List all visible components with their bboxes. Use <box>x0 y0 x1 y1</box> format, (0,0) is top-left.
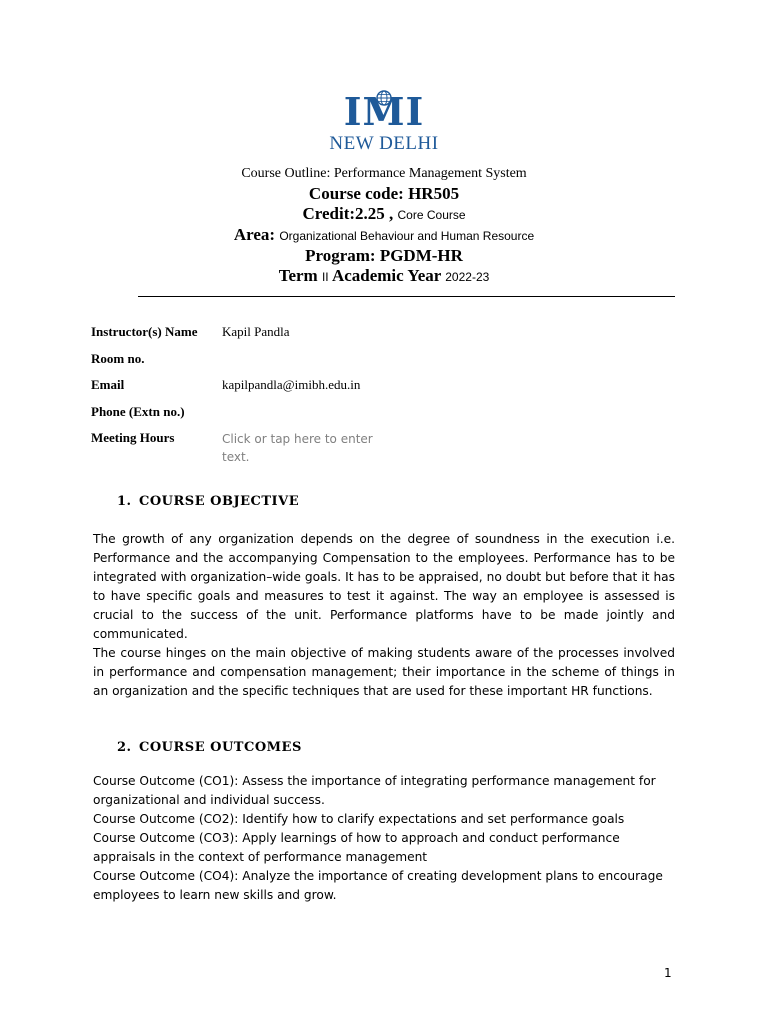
section-number: 1. <box>117 494 132 509</box>
institution-logo <box>0 89 768 154</box>
meeting-hours-field[interactable]: Click or tap here to enter text. <box>222 432 373 464</box>
credit-label: Credit: <box>302 204 356 223</box>
info-label: Phone (Extn no.) <box>91 404 185 419</box>
program-value: PGDM-HR <box>379 246 463 265</box>
term-line <box>0 266 768 287</box>
logo-text: IMI <box>343 89 425 134</box>
section-number: 2. <box>117 740 132 755</box>
area-value: Organizational Behaviour and Human Resource <box>279 229 535 243</box>
area-label: Area: <box>233 225 280 244</box>
outcome-item: Course Outcome (CO3): Apply learnings of how to approach and conduct performance appraisals in the context of performance management <box>93 831 620 864</box>
info-label: Meeting Hours <box>91 430 175 445</box>
logo-subtitle: NEW DELHI <box>329 133 439 154</box>
paragraph: The growth of any organization depends on the degree of soundness in the execution i.e. Performance and the accompanying Compensation to the employees. Performance has to be integrated with organization–wide goals. It has to be appraised, no doubt but before that it has to have specific goals and measures to test it against. The way an employee is assessed is crucial to the success of the unit. Performance platforms have to be made jointly and communicated. <box>93 532 675 641</box>
outcomes-body <box>93 772 675 905</box>
header-divider <box>138 296 675 297</box>
page-number: 1 <box>664 966 672 980</box>
credit-value: 2.25 <box>355 204 385 223</box>
globe-icon <box>376 90 392 106</box>
paragraph: The course hinges on the main objective of making students aware of the processes involved in performance and compensation management; their importance in the scheme of things in an organization and the specific techniques that are used for these important HR functions. <box>93 646 675 698</box>
info-label: Email <box>91 377 125 392</box>
outcome-item: Course Outcome (CO1): Assess the importance of integrating performance management for organizational and individual success. <box>93 774 656 807</box>
credit-separator: , <box>384 204 398 223</box>
section-heading-outcomes <box>117 740 302 755</box>
email-value[interactable]: kapilpandla@imibh.edu.in <box>222 377 361 392</box>
section-title: COURSE OBJECTIVE <box>139 494 300 509</box>
program-label: Program: <box>305 246 380 265</box>
logo-mark <box>343 89 425 134</box>
info-label: Room no. <box>91 351 145 366</box>
term-label: Term <box>278 266 322 285</box>
info-label: Instructor(s) Name <box>91 324 198 339</box>
term-value: II <box>321 270 329 284</box>
course-code-label: Course code: <box>308 184 409 203</box>
course-header <box>0 164 768 287</box>
course-code: HR505 <box>408 184 460 203</box>
academic-year-label: Academic Year <box>328 266 446 285</box>
section-title: COURSE OUTCOMES <box>139 740 302 755</box>
area-line <box>0 225 768 246</box>
instructor-name: Kapil Pandla <box>222 324 290 339</box>
outcome-item: Course Outcome (CO4): Analyze the importance of creating development plans to encourage employees to learn new skills and grow. <box>93 869 663 902</box>
objective-body <box>93 530 675 701</box>
outcome-item: Course Outcome (CO2): Identify how to clarify expectations and set performance goals <box>93 812 625 826</box>
section-heading-objective <box>117 494 299 509</box>
course-code-line <box>0 184 768 204</box>
academic-year-value: 2022-23 <box>445 270 490 284</box>
credit-line <box>0 204 768 225</box>
program-line <box>0 246 768 266</box>
course-type: Core Course <box>397 208 466 222</box>
course-outline-title: Course Outline: Performance Management System <box>241 166 527 181</box>
